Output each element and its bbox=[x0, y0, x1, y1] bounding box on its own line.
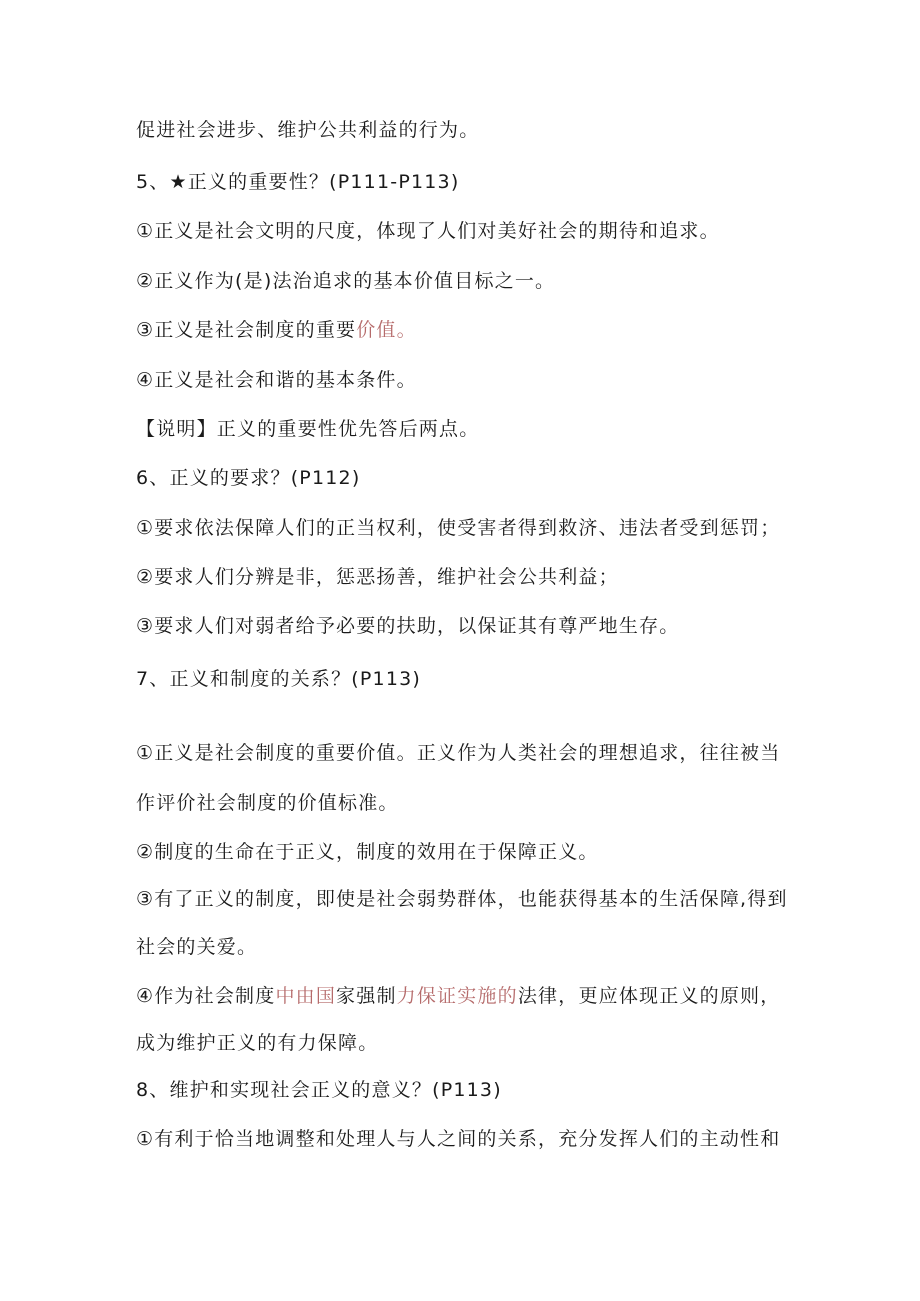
text-run: 家强制 bbox=[336, 985, 397, 1007]
text-run: 法律，更应体现正义的原则， bbox=[517, 985, 781, 1007]
paragraph-line: 社会的关爱。 bbox=[136, 936, 258, 958]
paragraph-line: ②要求人们分辨是非，惩恶扬善，维护社会公共利益； bbox=[136, 566, 619, 588]
question-heading: 5、★正义的重要性？(P111-P113) bbox=[136, 171, 460, 193]
highlighted-text: 中由国 bbox=[275, 985, 337, 1007]
paragraph-line bbox=[136, 317, 417, 343]
question-heading: 8、维护和实现社会正义的意义？(P113) bbox=[136, 1079, 502, 1101]
question-heading: 7、正义和制度的关系？(P113) bbox=[136, 668, 422, 690]
highlighted-text: 力保证实施的 bbox=[396, 985, 518, 1007]
paragraph-line: 作评价社会制度的价值标准。 bbox=[136, 792, 399, 814]
paragraph-line: 促进社会进步、维护公共利益的行为。 bbox=[136, 119, 480, 141]
text-run: ④作为社会制度 bbox=[136, 985, 276, 1007]
paragraph-line: ②制度的生命在于正义，制度的效用在于保障正义。 bbox=[136, 841, 599, 863]
paragraph-line: ③要求人们对弱者给予必要的扶助，以保证其有尊严地生存。 bbox=[136, 615, 680, 637]
note-line: 【说明】正义的重要性优先答后两点。 bbox=[136, 418, 480, 440]
paragraph-line: ①有利于恰当地调整和处理人与人之间的关系，充分发挥人们的主动性和 bbox=[136, 1128, 781, 1150]
paragraph-line: ①正义是社会文明的尺度，体现了人们对美好社会的期待和追求。 bbox=[136, 220, 720, 242]
paragraph-line bbox=[136, 983, 780, 1009]
paragraph-line: ②正义作为(是)法治追求的基本价值目标之一。 bbox=[136, 270, 556, 292]
paragraph-line: ①要求依法保障人们的正当权利，使受害者得到救济、违法者受到惩罚； bbox=[136, 517, 781, 539]
text-run: ③正义是社会制度的重要 bbox=[136, 319, 357, 341]
highlighted-text: 价值。 bbox=[356, 319, 417, 341]
question-heading: 6、正义的要求？(P112) bbox=[136, 467, 361, 489]
paragraph-line: ④正义是社会和谐的基本条件。 bbox=[136, 369, 417, 391]
paragraph-line: ③有了正义的制度，即使是社会弱势群体，也能获得基本的生活保障,得到 bbox=[136, 888, 788, 910]
paragraph-line: ①正义是社会制度的重要价值。正义作为人类社会的理想追求，往往被当 bbox=[136, 742, 781, 764]
paragraph-line: 成为维护正义的有力保障。 bbox=[136, 1032, 379, 1054]
